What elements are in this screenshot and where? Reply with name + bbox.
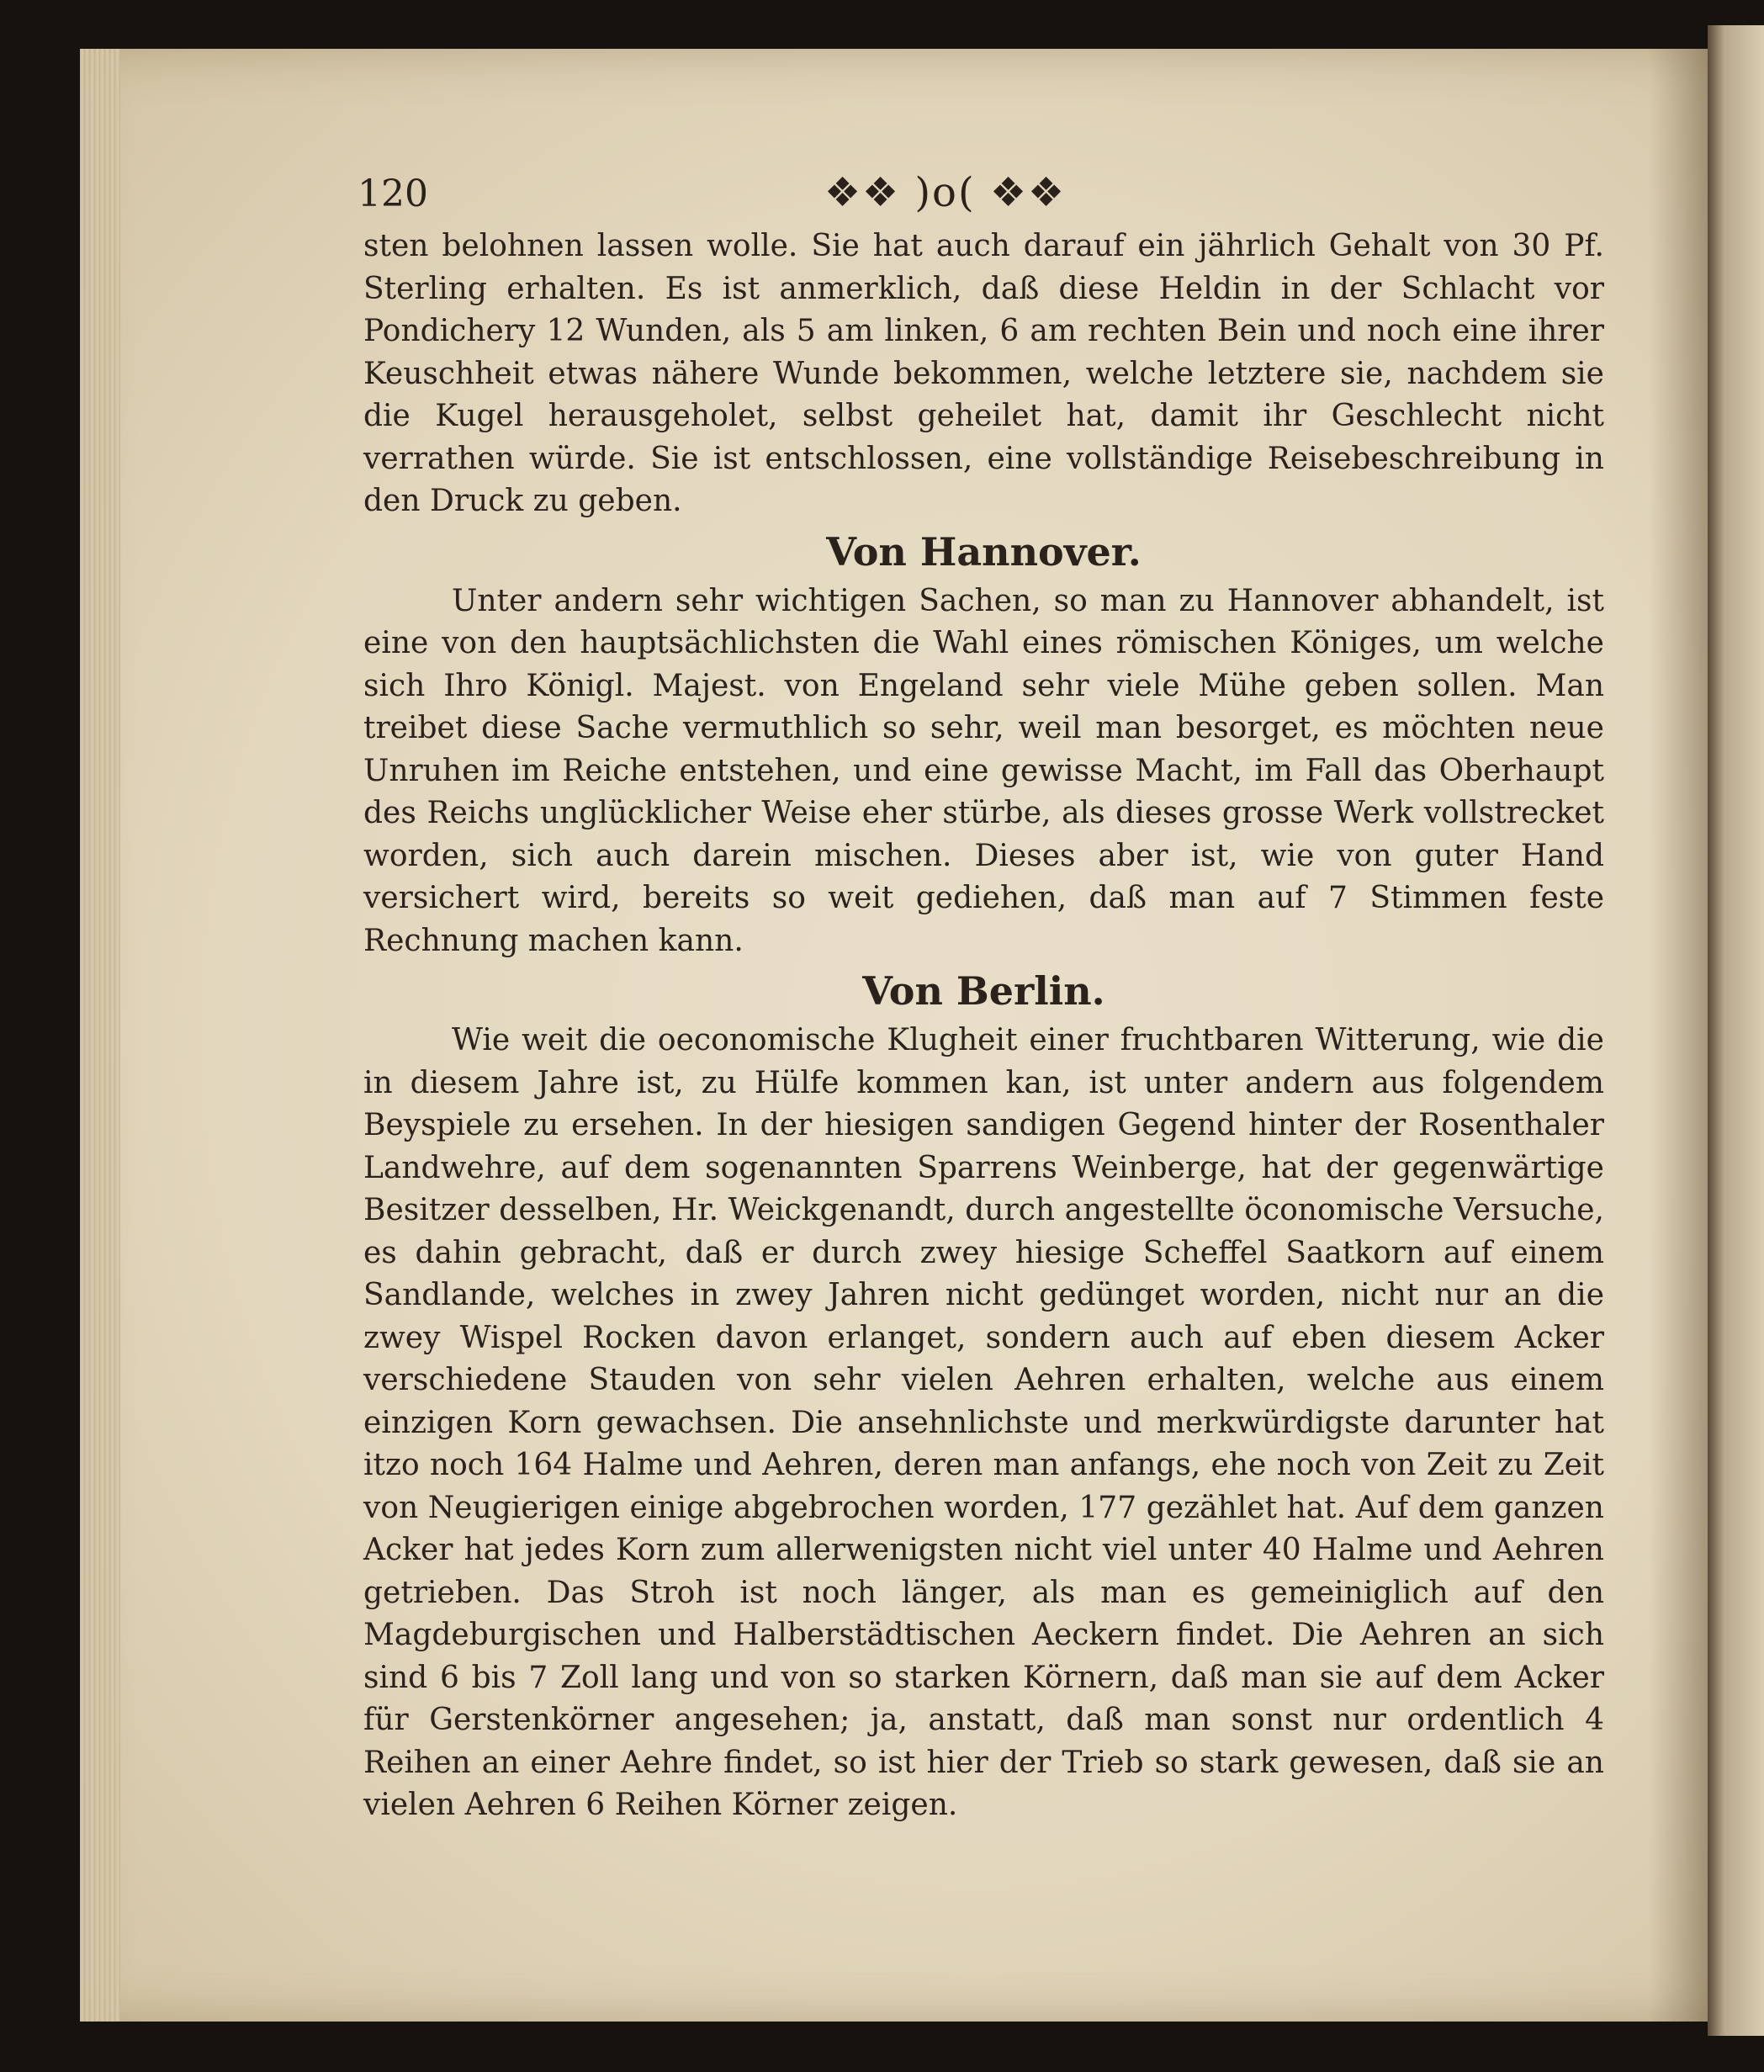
page-number: 120 [358,172,428,215]
ornament-left-icon: ❖❖ [824,169,901,216]
binding-gutter [1649,49,1708,2022]
article-body [363,225,1604,1827]
running-head: )o( [914,169,976,216]
facing-page-edge [1708,25,1764,2036]
intro-paragraph: sten belohnen lassen wolle. Sie hat auch darauf ein jährlich Gehalt von 30 Pf. Sterling erhalten. Es ist anmerklich, daß diese Heldin in der Schlacht vor Pondichery 12 Wunden, als 5 am linken, 6 am rechten Bein und noch eine ihrer Keuschheit etwas nähere Wunde bekommen, welche letztere sie, nachdem sie die Kugel herausgeholet, selbst geheilet hat, damit ihr Geschlecht nicht verrathen würde. Sie ist entschlossen, eine vollständige Reisebeschreibung in den Druck zu geben. [363,229,1604,518]
running-head-ornament [824,169,1066,216]
ornament-right-icon: ❖❖ [989,169,1067,216]
page-stack-edge [80,49,120,2022]
heading-hannover: Von Hannover. [826,528,1142,575]
paragraph-berlin: Wie weit die oeconomische Klugheit einer fruchtbaren Witterung, wie die in diesem Jahre ist, zu Hülfe kommen kan, ist unter andern aus folgendem Beyspiele zu ersehen. In der hiesigen sandigen Gegend hinter der Rosenthaler Landwehre, auf dem sogenannten Sparrens Weinberge, hat der gegenwärtige Besitzer desselben, Hr. Weickgenandt, durch angestellte öconomische Versuche, es dahin gebracht, daß er durch zwey hiesige Scheffel Saatkorn auf einem Sandlande, welches in zwey Jahren nicht gedünget worden, nicht nur an die zwey Wispel Rocken davon erlanget, sondern auch auf eben diesem Acker verschiedene Stauden von sehr vielen Aehren erhalten, welche aus einem einzigen Korn gewachsen. Die ansehnlichste und merkwürdigste darunter hat itzo noch 164 Halme und Aehren, deren man anfangs, ehe noch von Zeit zu Zeit von Neugierigen einige abgebrochen worden, 177 gezählet hat. Auf dem ganzen Acker hat jedes Korn zum allerwenigsten nicht viel unter 40 Halme und Aehren getrieben. Das Stroh ist noch länger, als man es gemeiniglich auf den Magdeburgischen und Halberstädtischen Aeckern findet. Die Aehren an sich sind 6 bis 7 Zoll lang und von so starken Körnern, daß man sie auf dem Acker für Gerstenkörner angesehen; ja, anstatt, daß man sonst nur ordentlich 4 Reihen an einer Aehre findet, so ist hier der Trieb so stark gewesen, daß sie an vielen Aehren 6 Reihen Körner zeigen. [363,1023,1604,1822]
page-header [358,169,1611,223]
paragraph-hannover: Unter andern sehr wichtigen Sachen, so man zu Hannover abhandelt, ist eine von den hauptsächlichsten die Wahl eines römischen Königes, um welche sich Ihro Königl. Majest. von Engeland sehr viele Mühe geben sollen. Man treibet diese Sache vermuthlich so sehr, weil man besorget, es möchten neue Unruhen im Reiche entstehen, und eine gewisse Macht, im Fall das Oberhaupt des Reichs unglücklicher Weise eher stürbe, als dieses grosse Werk vollstrecket worden, sich auch darein mischen. Dieses aber ist, wie von guter Hand versichert wird, bereits so weit gediehen, daß man auf 7 Stimmen feste Rechnung machen kann. [363,583,1604,958]
heading-berlin: Von Berlin. [862,968,1105,1014]
